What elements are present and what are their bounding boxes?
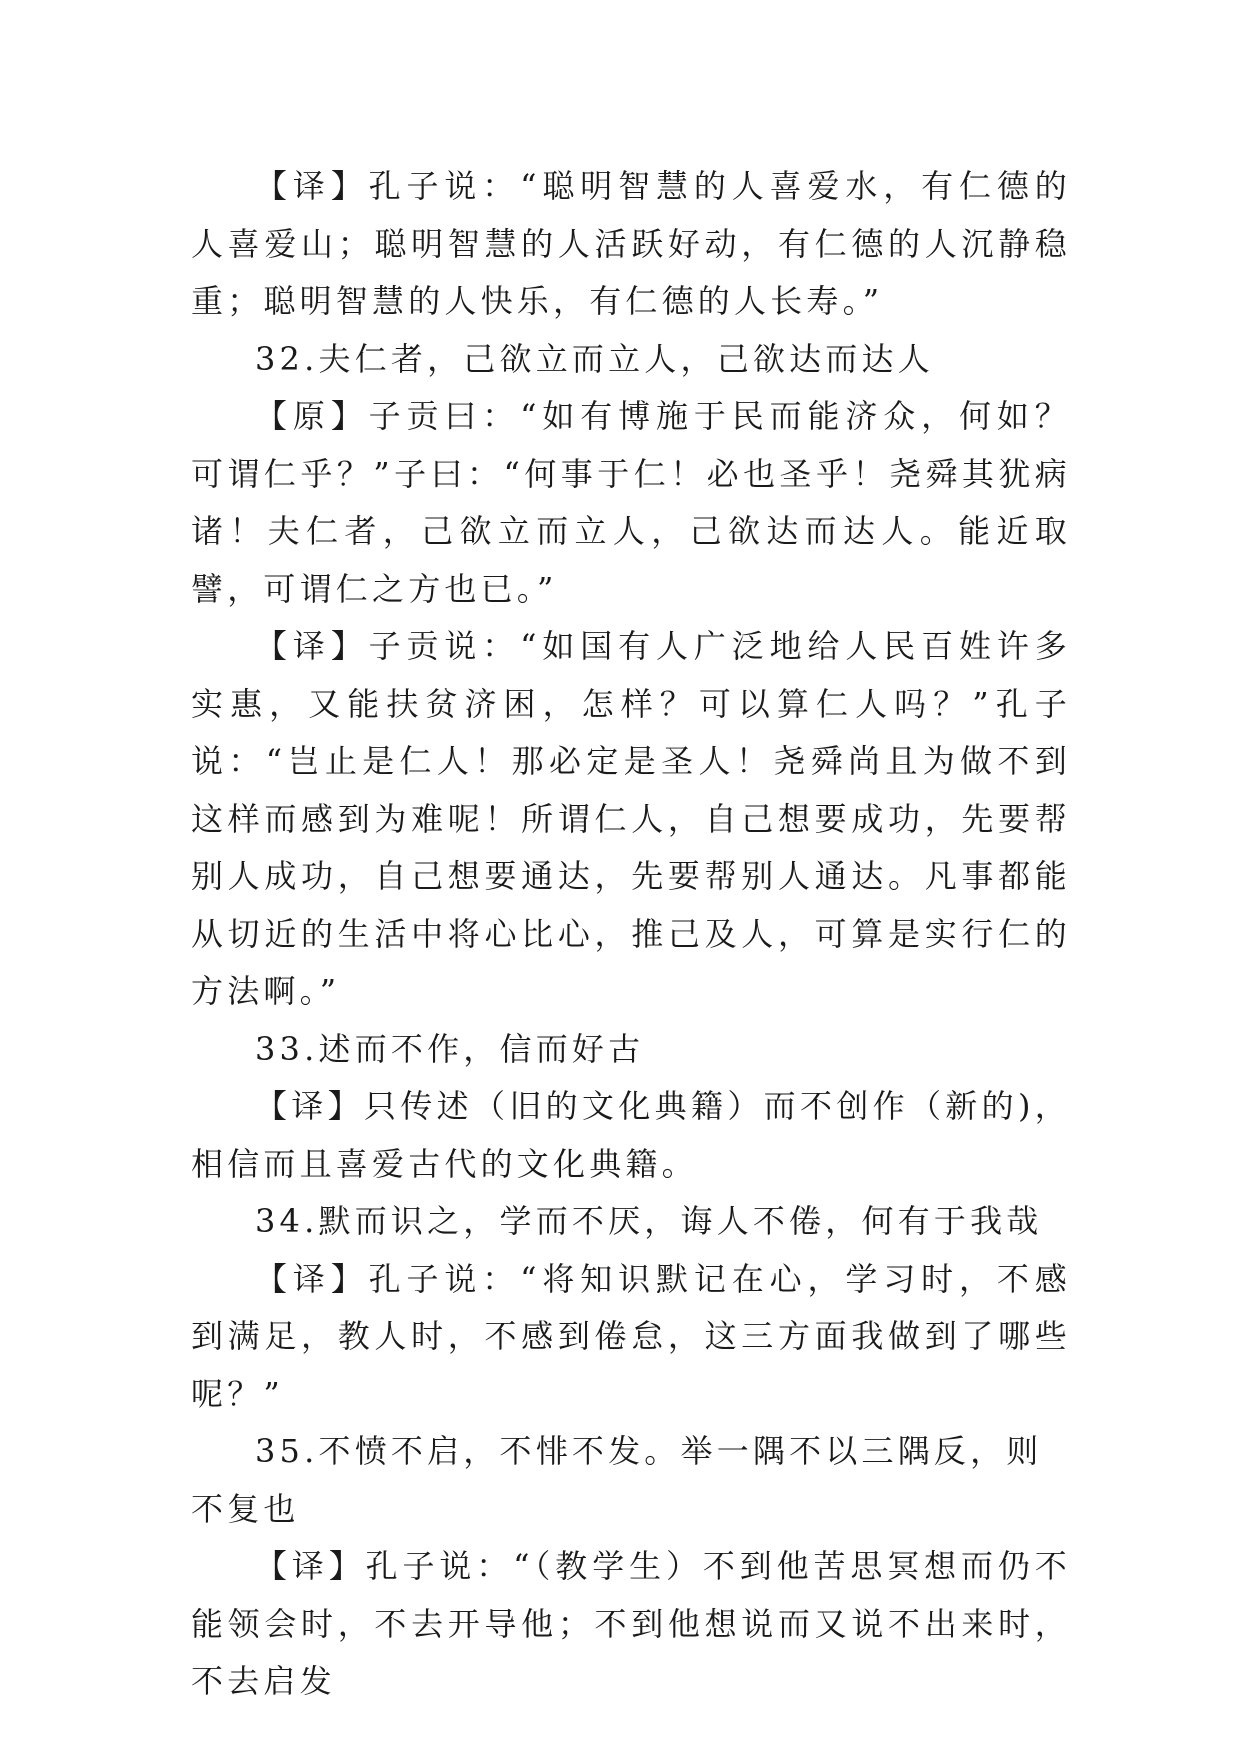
section-heading-35: 35.不愤不启，不悱不发。举一隅不以三隅反，则不复也	[191, 1432, 1043, 1528]
paragraph-original-32: 【原】子贡曰：“如有博施于民而能济众，何如？可谓仁乎？”子曰：“何事于仁！必也圣乎！尧舜其犹病诸！夫仁者，己欲立而立人，己欲达而达人。能近取譬，可谓仁之方也已。”	[191, 397, 1071, 608]
paragraph-translation-35: 【译】孔子说：“（教学生）不到他苦思冥想而仍不能领会时，不去开导他；不到他想说而又说不出来时，不去启发	[191, 1547, 1071, 1700]
document-body	[191, 158, 1071, 1711]
section-heading-34: 34.默而识之，学而不厌，诲人不倦，何有于我哉	[255, 1202, 1043, 1240]
section-heading-33: 33.述而不作，信而好古	[255, 1029, 645, 1068]
paragraph-translation-33: 【译】只传述（旧的文化典籍）而不创作（新的)，相信而且喜爱古代的文化典籍。	[191, 1087, 1071, 1183]
paragraph-translation-32: 【译】子贡说：“如国有人广泛地给人民百姓许多实惠，又能扶贫济困，怎样？可以算仁人吗？”孔子说：“岂止是仁人！那必定是圣人！尧舜尚且为做不到这样而感到为难呢！所谓仁人，自己想要成功，先要帮别人成功，自己想要通达，先要帮别人通达。凡事都能从切近的生活中将心比心，推己及人，可算是实行仁的方法啊。”	[191, 627, 1071, 1010]
section-heading-32: 32.夫仁者，己欲立而立人，己欲达而达人	[255, 339, 934, 378]
paragraph-translation-water-mountain: 【译】孔子说：“聪明智慧的人喜爱水，有仁德的人喜爱山；聪明智慧的人活跃好动，有仁德的人沉静稳重；聪明智慧的人快乐，有仁德的人长寿。”	[191, 167, 1071, 320]
paragraph-translation-34: 【译】孔子说：“将知识默记在心，学习时，不感到满足，教人时，不感到倦怠，这三方面我做到了哪些呢？”	[191, 1259, 1071, 1413]
